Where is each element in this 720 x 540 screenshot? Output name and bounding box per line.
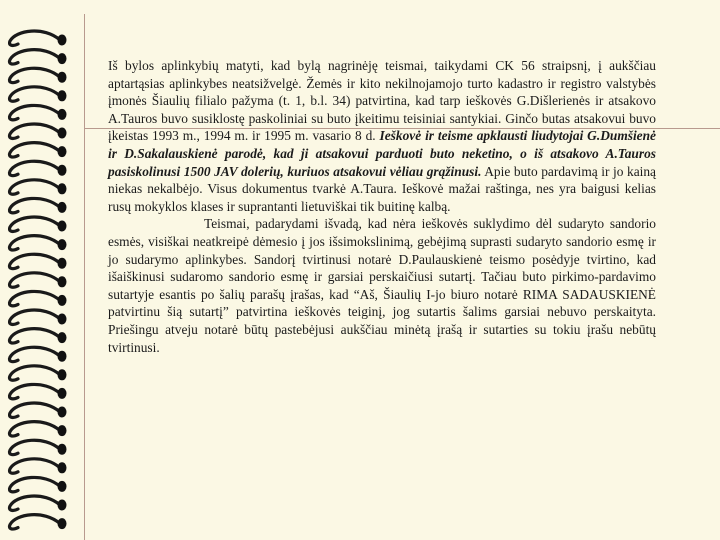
spiral-ring: [9, 366, 66, 380]
spiral-ring: [9, 143, 66, 157]
spiral-ring: [9, 310, 66, 324]
spiral-ring: [9, 440, 66, 454]
paragraph-1-text-a: Iš bylos aplinkybių matyti, kad bylą nagrinėję teismai, taikydami CK 56 straipsnį, į aukščiau aptartąsias aplinkybes neatsižvelgė. Žemės ir kito nekilnojamojo turto kadastro ir registro valstybės įmonės Šiaulių filialo pažyma (t. 1, b.l. 34) patvirtina, kad tarp ieškovės G.Dišlerienės ir atsakovo A.Tauros buvo susiklostę paskoliniai su buto įkeitimu teisiniai santykiai. Ginčo butas atsakovui buvo įkeistas 1993 m., 1994 m. ir 1995 m. vasario 8 d.: [108, 58, 656, 144]
paragraph-1-emphasis: Ieškovė ir teisme apklausti liudytojai G.Dumšienė ir D.Sakalauskienė parodė, kad ji atsakovui parduoti buto neketino, o iš atsakovo A.Tauros pasiskolinusi 1500 JAV dolerių, kuriuos atsakovui vėliau grąžinusi.: [108, 128, 657, 179]
spiral-ring: [9, 347, 66, 361]
spiral-ring: [9, 161, 66, 175]
spiral-ring: [9, 68, 66, 82]
spiral-ring: [9, 217, 66, 231]
spiral-ring: [9, 87, 66, 101]
spiral-ring: [9, 329, 66, 343]
spiral-ring: [9, 124, 66, 138]
spiral-ring: [9, 291, 66, 305]
spiral-ring: [9, 459, 66, 473]
paragraph-1-text-b: Apie buto pardavimą ir jo kainą niekas nekalbėjo. Visus dokumentus tvarkė A.Taura. Ieškovė mažai raštinga, nes yra baigusi kelias rusų mokyklos klases ir suprantanti lietuviškai tik buitinę kalbą.: [108, 163, 657, 214]
spiral-ring: [9, 384, 66, 398]
spiral-binding: [0, 0, 80, 540]
spiral-ring: [9, 105, 66, 119]
spiral-ring: [9, 50, 66, 64]
spiral-ring: [9, 496, 66, 510]
spiral-ring: [9, 403, 66, 417]
spiral-ring: [9, 515, 66, 529]
spiral-ring: [9, 236, 66, 250]
spiral-ring: [9, 254, 66, 268]
spiral-ring: [9, 180, 66, 194]
spiral-ring: [9, 477, 66, 491]
spiral-ring: [9, 31, 66, 45]
spiral-ring: [9, 273, 66, 287]
paragraph-1: [108, 57, 656, 215]
margin-vertical-line: [84, 14, 85, 540]
document-text: [108, 57, 656, 356]
spiral-ring: [9, 198, 66, 212]
paragraph-2: Teismai, padarydami išvadą, kad nėra ieškovės suklydimo dėl sudaryto sandorio esmės, visiškai neatkreipė dėmesio į jos išsimokslinimą, gebėjimą suprasti sudaryto sandorio esmę ir jo sudarymo aplinkybes. Sandorį tvirtinusi notarė D.Paulauskienė teismo posėdyje tvirtino, kad išaiškinusi sudaromo sandorio esmę ir garsiai perskaičiusi sutartį. Tačiau buto pirkimo-pardavimo sutartyje esantis po šalių parašų įrašas, kad “Aš, Šiaulių I-jo biuro notarė RIMA SADAUSKIENĖ patvirtinu šią sutartį” patvirtina ieškovės teiginį, jog sutartis šalims garsiai nebuvo perskaityta. Priešingu atveju notarė būtų pastebėjusi aukščiau minėtą įrašą ir sutarties su tokiu įrašu nebūtų tvirtinusi.: [108, 216, 656, 355]
spiral-ring: [9, 422, 66, 436]
